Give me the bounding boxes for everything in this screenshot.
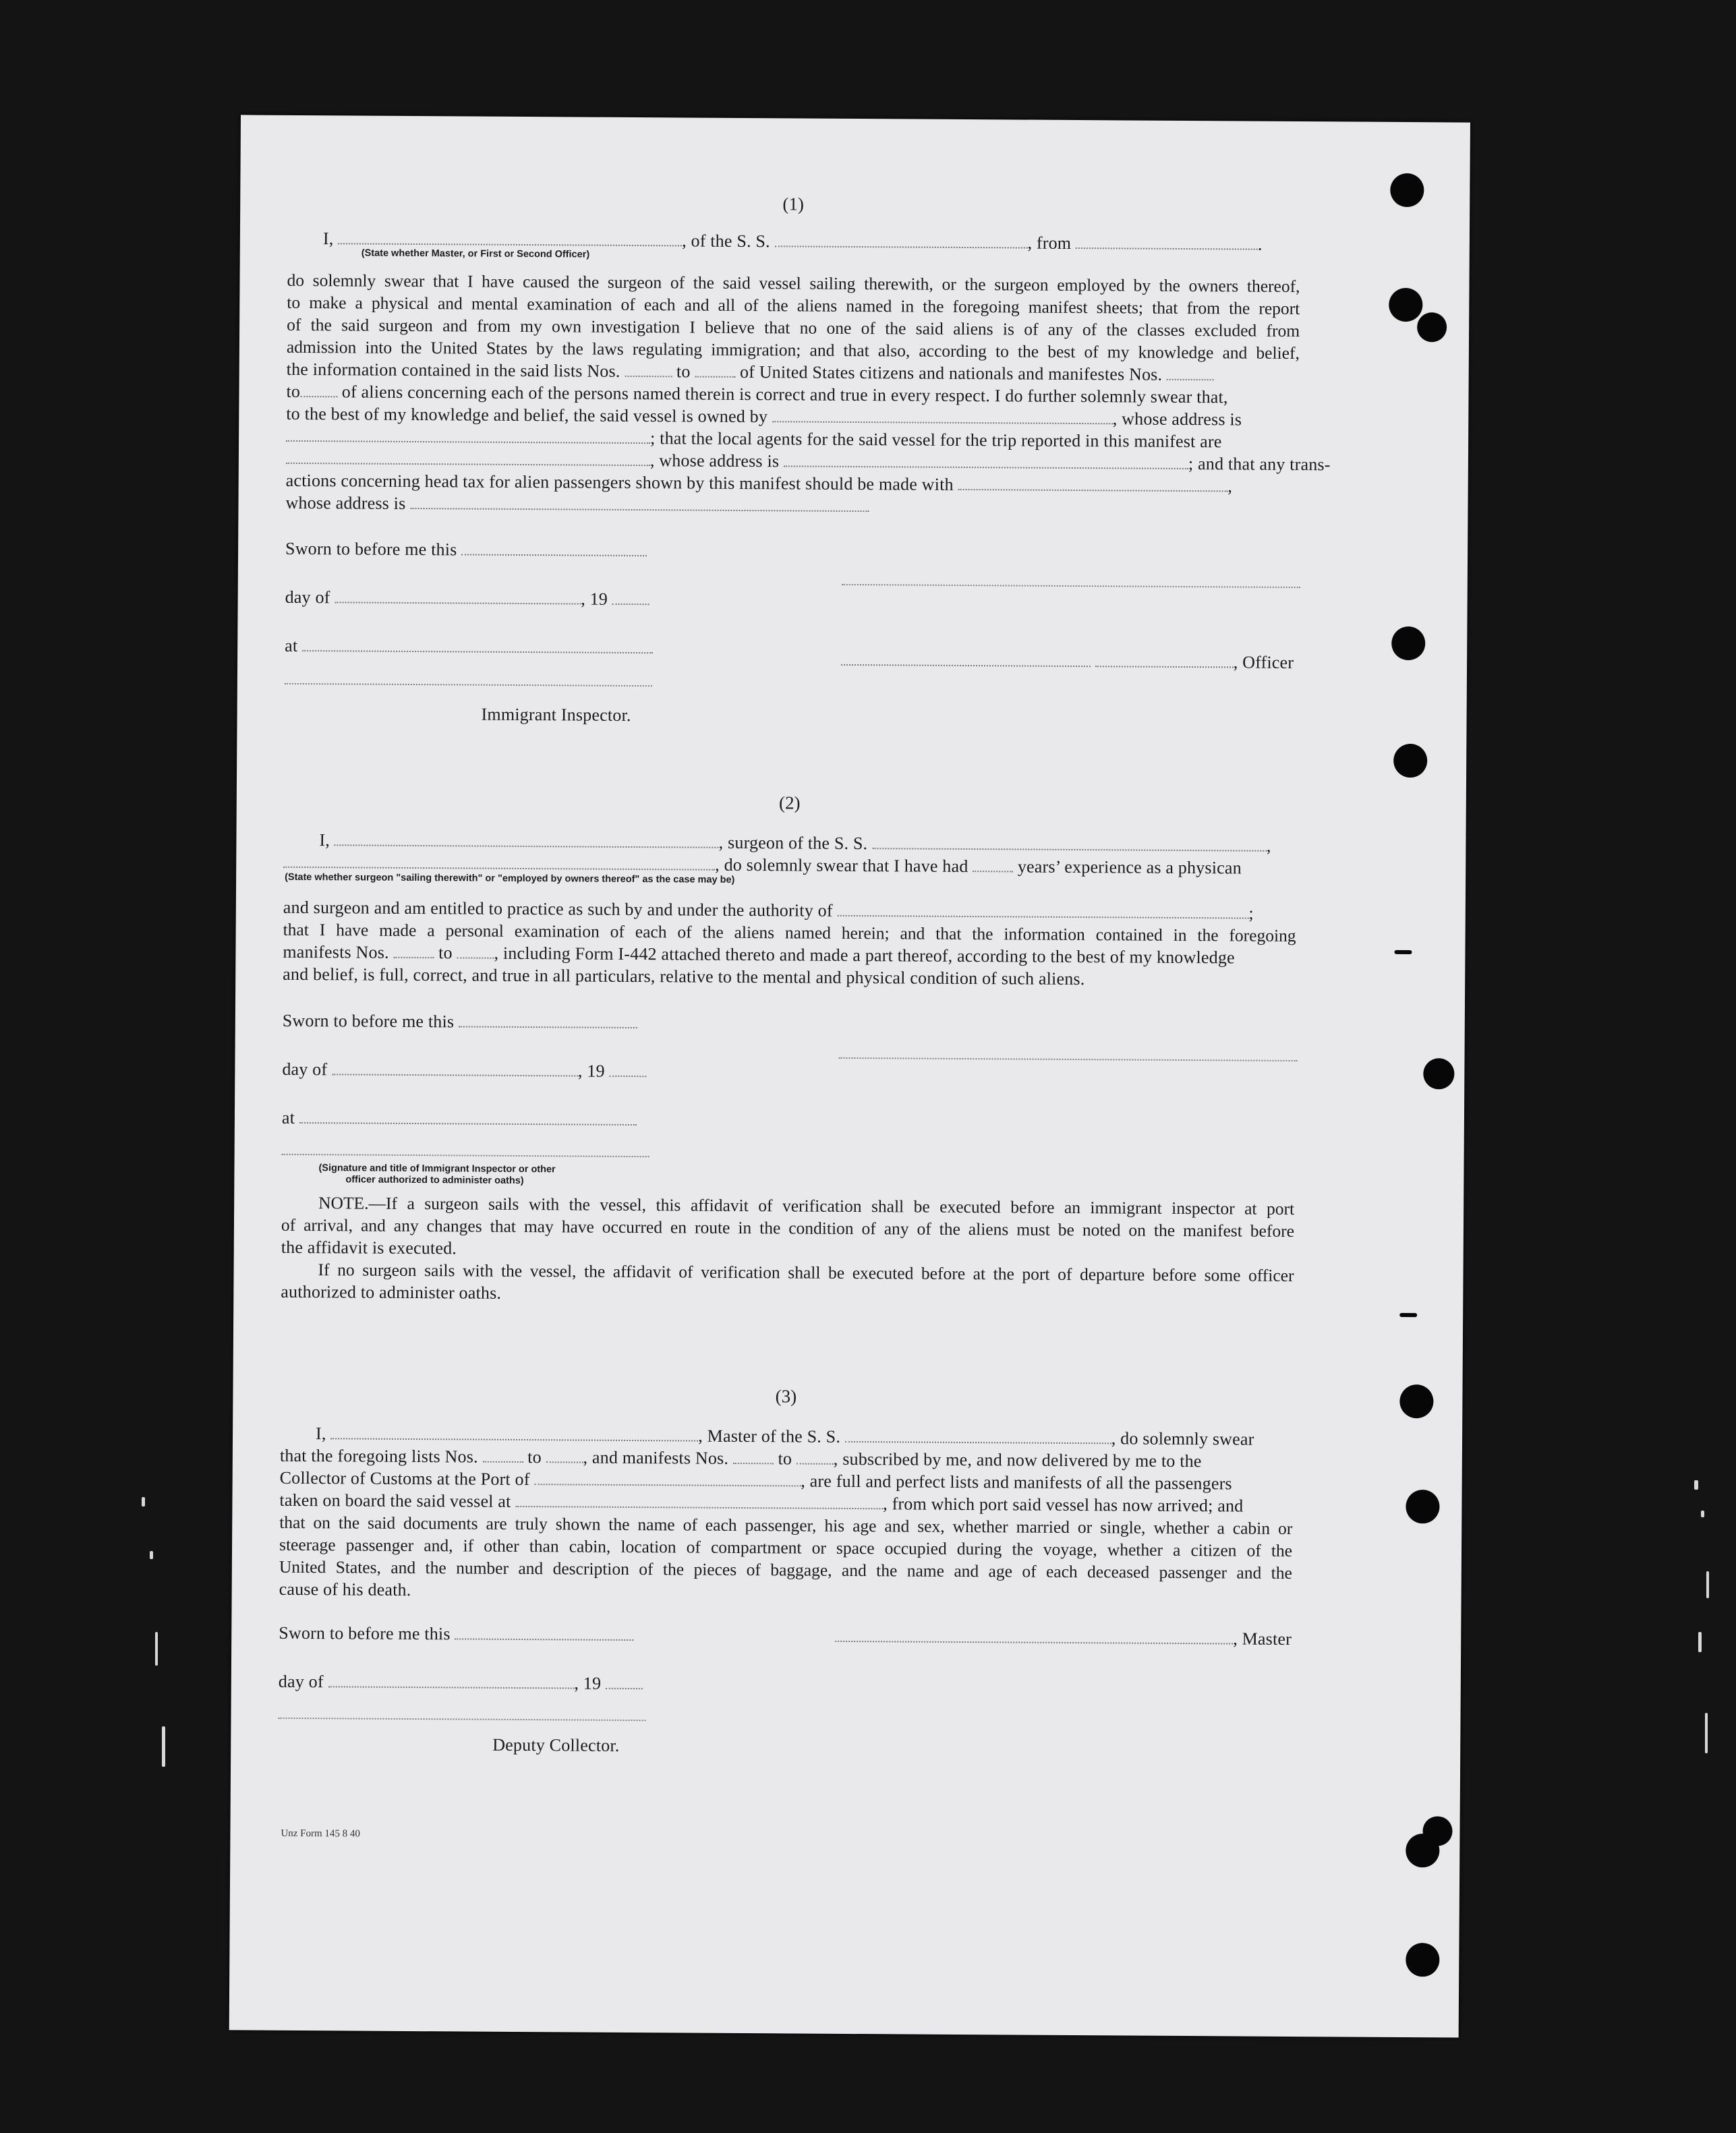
manifest-to-blank: [457, 945, 494, 958]
paragraph-line: [286, 404, 1242, 430]
text: I,: [322, 229, 334, 249]
at-line: [282, 1108, 637, 1130]
embarkation-port-blank: [515, 1494, 883, 1509]
paragraph-line: [286, 471, 1233, 497]
inspector-signature-line: [285, 683, 652, 686]
collector-label: Deputy Collector.: [492, 1734, 620, 1755]
text: , whose address is: [649, 450, 780, 471]
text: ,: [1227, 476, 1233, 496]
head-tax-contact-blank: [958, 477, 1227, 492]
text: at: [281, 1107, 295, 1128]
text: whose address is: [285, 492, 406, 513]
punch-hole: [1399, 1384, 1433, 1418]
text: Sworn to before me this: [279, 1623, 451, 1644]
agents-address-blank: [784, 453, 1188, 469]
officer-title-blank: [1095, 653, 1234, 668]
officer-signature-blank: [841, 652, 1091, 667]
text: , of the S. S.: [682, 231, 770, 252]
day-of-line: [285, 587, 649, 610]
paragraph-line: do solemnly swear that I have caused the surgeon of the said vessel sailing therewith, or the surgeon employed by the owners thereof,: [287, 270, 1300, 297]
text: , from: [1027, 233, 1072, 253]
year-blank: [612, 591, 649, 605]
paragraph-line: [280, 1446, 1202, 1471]
note-line: If no surgeon sails with the vessel, the affidavit of verification shall be executed before at the port of departure before some officer: [318, 1260, 1294, 1286]
text: ,: [1266, 836, 1271, 856]
film-edge-mark: [1701, 1511, 1704, 1517]
film-edge-mark: [162, 1726, 165, 1767]
sworn-line: [283, 1011, 637, 1033]
note-line: NOTE.—If a surgeon sails with the vessel, this affidavit of verification shall be executed before an immigrant inspector at port: [318, 1193, 1295, 1219]
surgeon-status-blank: [283, 854, 715, 871]
film-edge-mark: [1705, 1713, 1708, 1753]
text: , and manifests Nos.: [583, 1447, 729, 1468]
text: to the best of my knowledge and belief, the said vessel is owned by: [286, 403, 768, 427]
paper-mark: [1399, 1313, 1417, 1317]
paragraph-line: [286, 426, 1222, 452]
sworn-date-blank: [455, 1626, 633, 1641]
text: of aliens concerning each of the persons named therein is correct and true in every respect. I do further solemnly swear that,: [341, 382, 1228, 407]
day-of-line: [279, 1672, 643, 1694]
paragraph-line: [287, 359, 1214, 385]
text: , including Form I-442 attached thereto and made a part thereof, according to the best of my knowledge: [494, 943, 1235, 968]
punch-hole: [1406, 1490, 1439, 1523]
text: , surgeon of the S. S.: [718, 832, 868, 854]
owner-blank: [772, 409, 1113, 424]
film-edge-mark: [1706, 1571, 1709, 1598]
paragraph-line: that on the said documents are truly shown the name of each passenger, his age and sex, whether married or single, whether a cabin or: [279, 1512, 1293, 1538]
list-from-blank: [482, 1449, 523, 1463]
field-instruction: (State whether Master, or First or Second Officer): [361, 247, 590, 260]
years-blank: [973, 858, 1013, 872]
agents-blank: [286, 450, 650, 466]
text: taken on board the said vessel at: [279, 1490, 511, 1511]
authority-blank: [837, 903, 1248, 919]
text: Collector of Customs at the Port of: [279, 1467, 530, 1490]
text: , Master: [1233, 1629, 1292, 1649]
paragraph-line: United States, and the number and description of the pieces of baggage, and the name and age of each deceased passenger and the: [279, 1556, 1292, 1583]
owner-address-blank: [286, 428, 650, 444]
sworn-line: [285, 539, 647, 561]
text: ; and that any trans-: [1188, 454, 1331, 475]
manifest-affidavit-page: [229, 115, 1470, 2037]
film-edge-mark: [150, 1551, 153, 1559]
at-line: [285, 636, 653, 658]
film-edge-mark: [1698, 1632, 1702, 1652]
paragraph-line: [283, 942, 1235, 968]
text: ; that the local agents for the said vessel for the trip reported in this manifest are: [650, 428, 1222, 452]
manifest-from-blank: [733, 1451, 774, 1464]
signature-instruction: officer authorized to administer oaths): [345, 1174, 524, 1187]
manifest-to-blank: [797, 1451, 834, 1465]
paragraph-line: [283, 898, 1254, 924]
film-edge-mark: [1694, 1480, 1698, 1490]
text: , do solemnly swear that I have had: [715, 854, 968, 877]
master-signature-line: [835, 1627, 1292, 1649]
paragraph-line: [285, 493, 869, 517]
text: and surgeon and am entitled to practice as such by and under the authority of: [283, 897, 833, 921]
paper-mark: [1394, 950, 1412, 954]
punch-hole: [1423, 1058, 1454, 1089]
note-line: the affidavit is executed.: [281, 1237, 457, 1258]
section-number: (1): [782, 194, 805, 214]
text: years’ experience as a physican: [1017, 856, 1242, 878]
signature-line: [838, 1057, 1297, 1061]
text: day of: [282, 1059, 328, 1080]
signature-instruction: (Signature and title of Immigrant Inspector or other: [318, 1163, 556, 1175]
field-instruction: (State whether surgeon "sailing therewith" or "employed by owners thereof" as the case may be): [285, 871, 735, 885]
text: , do solemnly swear: [1111, 1428, 1254, 1449]
text: manifests Nos.: [283, 941, 389, 962]
manifest-to-blank: [300, 384, 337, 397]
list-to-blank: [546, 1449, 583, 1463]
text: I,: [315, 1424, 326, 1444]
text: , Master of the S. S.: [698, 1426, 841, 1447]
text: Sworn to before me this: [285, 538, 457, 560]
text: actions concerning head tax for alien passengers shown by this manifest should be made with: [285, 470, 954, 494]
year-blank: [606, 1676, 643, 1689]
text: that the foregoing lists Nos.: [279, 1445, 478, 1467]
punch-hole: [1393, 744, 1427, 778]
text: Sworn to before me this: [282, 1010, 455, 1032]
head-tax-address-blank: [410, 496, 869, 512]
paragraph-line: [279, 1490, 1243, 1517]
text: , 19: [577, 1061, 605, 1081]
day-blank: [328, 1674, 574, 1689]
paragraph-line: to make a physical and mental examination of each and all of the aliens named in the foregoing manifest sheets; that from the report: [287, 292, 1300, 319]
text: , Officer: [1233, 652, 1294, 672]
punch-hole: [1391, 626, 1425, 660]
film-edge-mark: [155, 1632, 158, 1666]
text: at: [285, 635, 298, 655]
paragraph-line: [280, 1468, 1232, 1494]
text: day of: [278, 1671, 324, 1692]
day-blank: [335, 589, 581, 604]
vessel-name-blank: [774, 233, 1027, 248]
text: , 19: [581, 589, 608, 609]
paragraph-line: and belief, is full, correct, and true in all particulars, relative to the mental and physical condition of such aliens.: [283, 964, 1085, 989]
paragraph-line: cause of his death.: [279, 1579, 411, 1600]
text: the information contained in the said lists Nos.: [286, 359, 620, 381]
note-line: authorized to administer oaths.: [281, 1281, 502, 1303]
text: of United States citizens and nationals and manifestes Nos.: [739, 361, 1163, 384]
text: to: [286, 381, 301, 401]
text: to: [438, 943, 453, 963]
paragraph-line: of the said surgeon and from my own investigation I believe that no one of the said aliens is of any of the classes excluded from: [287, 314, 1300, 341]
paragraph-line: steerage passenger and, if other than cabin, location of compartment or space occupied during the voyage, whether a citizen of the: [279, 1534, 1293, 1560]
text: , from which port said vessel has now arrived; and: [883, 1494, 1244, 1516]
list-to-blank: [695, 364, 735, 378]
note-line: of arrival, and any changes that may have occurred en route in the condition of any of the aliens must be noted on the manifest before: [281, 1215, 1295, 1241]
text: day of: [285, 587, 330, 608]
text: ;: [1248, 903, 1254, 923]
inspector-label: Immigrant Inspector.: [481, 704, 631, 725]
port-blank: [534, 1471, 801, 1486]
inspector-signature-line: [282, 1154, 649, 1157]
form-number: Unz Form 145 8 40: [281, 1828, 360, 1840]
text: , are full and perfect lists and manifests of all the passengers: [801, 1471, 1232, 1494]
text: , subscribed by me, and now delivered by me to the: [833, 1449, 1202, 1471]
vessel-name-blank: [845, 1429, 1111, 1444]
text: to: [778, 1449, 792, 1469]
sworn-date-blank: [459, 1014, 637, 1028]
text: , 19: [574, 1673, 602, 1693]
master-name-blank: [330, 1426, 698, 1441]
list-from-blank: [625, 363, 672, 377]
punch-hole: [1390, 173, 1424, 207]
vessel-name-blank: [872, 836, 1267, 852]
day-of-line: [282, 1059, 646, 1082]
punch-hole: [1406, 1943, 1439, 1977]
manifest-from-blank: [1167, 367, 1214, 380]
punch-hole: [1389, 288, 1422, 322]
paragraph-line: that I have made a personal examination of each of the aliens named herein; and that the information contained in the foregoing: [283, 919, 1296, 946]
paragraph-line: admission into the United States by the laws regulating immigration; and that also, according to the best of my knowledge and belief,: [286, 337, 1300, 363]
from-port-blank: [1076, 235, 1258, 250]
day-blank: [332, 1061, 578, 1076]
officer-line: [841, 650, 1294, 673]
punch-hole: [1406, 1834, 1439, 1867]
text: .: [1257, 234, 1263, 254]
text: to: [527, 1447, 542, 1467]
place-blank: [299, 1110, 637, 1126]
section-number: (3): [775, 1386, 797, 1407]
text: to: [676, 361, 691, 382]
manifest-from-blank: [393, 945, 434, 958]
paragraph-line: [286, 382, 1227, 408]
text: I,: [319, 830, 330, 850]
sworn-date-blank: [461, 542, 647, 556]
year-blank: [609, 1063, 646, 1077]
master-signature-blank: [835, 1629, 1233, 1645]
punch-hole: [1417, 312, 1447, 342]
section-number: (2): [778, 792, 801, 813]
place-blank: [302, 638, 653, 653]
sworn-line: [279, 1623, 633, 1645]
film-edge-mark: [142, 1497, 145, 1507]
collector-signature-line: [278, 1718, 645, 1721]
section3-line1: [316, 1424, 1254, 1449]
surgeon-name-blank: [335, 832, 719, 848]
section2-line1: [319, 830, 1271, 856]
master-name-blank: [338, 231, 682, 246]
text: , whose address is: [1112, 409, 1242, 430]
signature-line: [842, 584, 1300, 588]
